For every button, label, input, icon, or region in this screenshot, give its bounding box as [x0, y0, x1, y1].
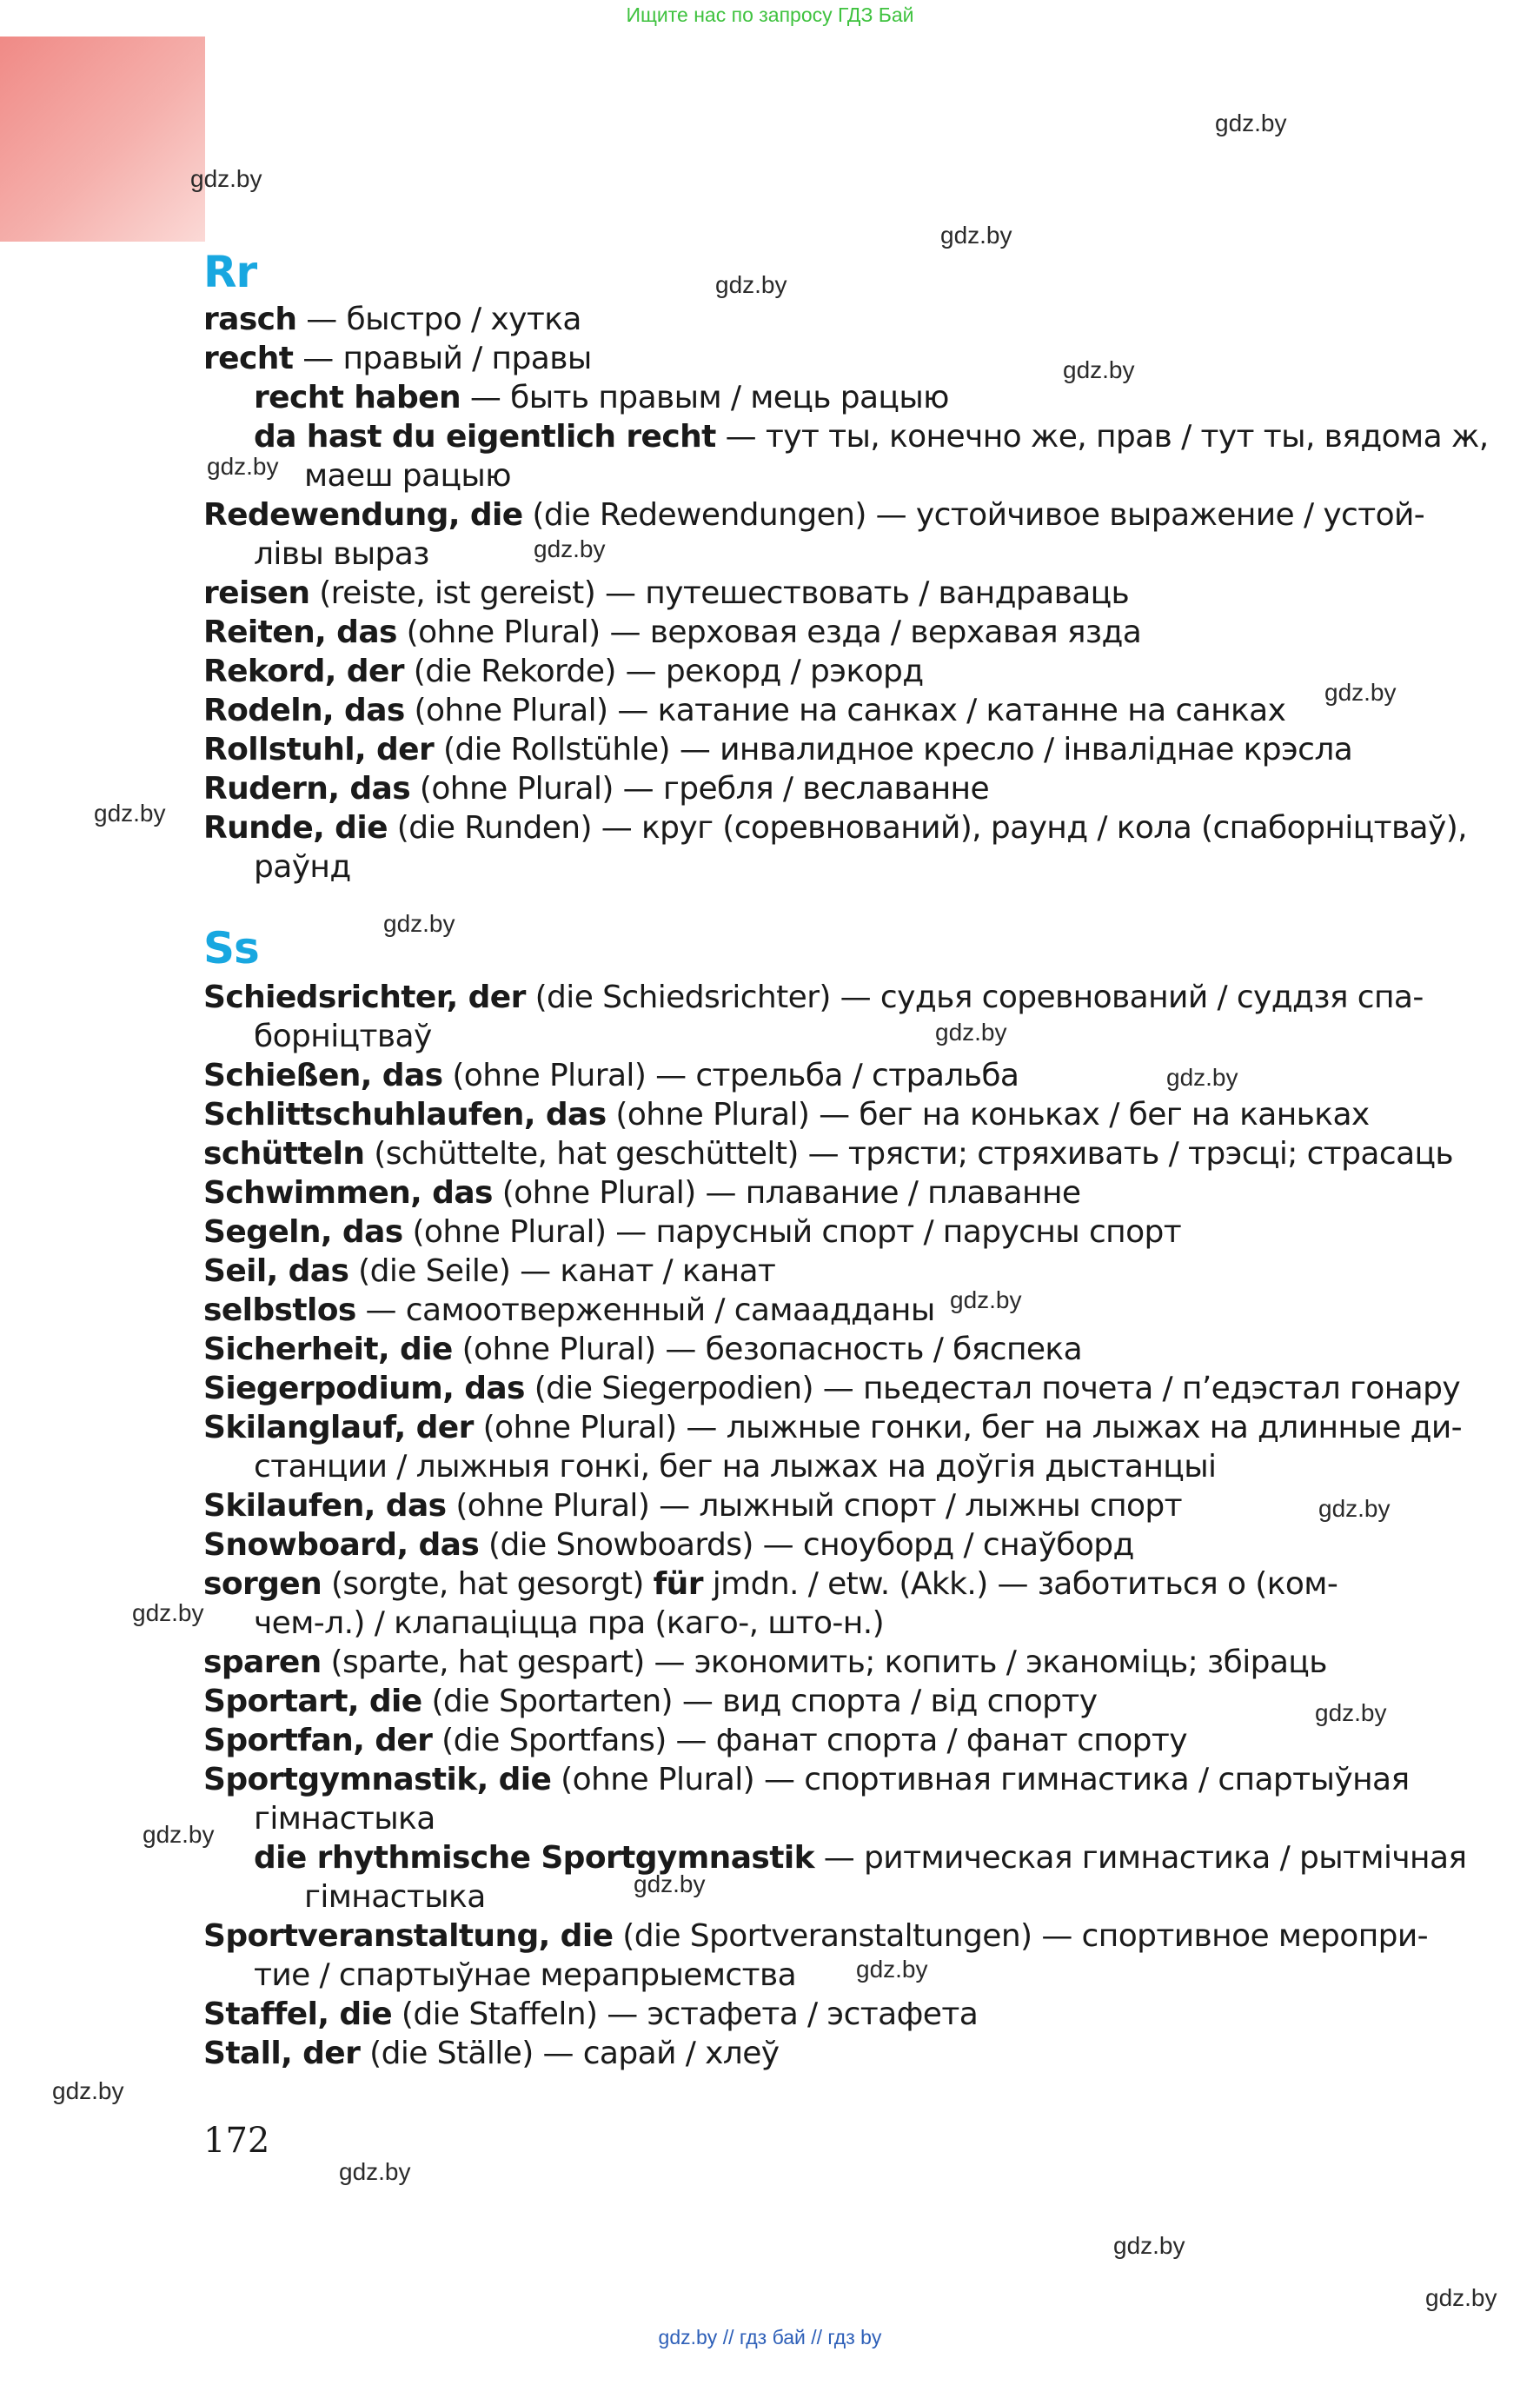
watermark: gdz.by	[1315, 1699, 1387, 1726]
entry-article: , das	[328, 771, 411, 807]
dict-entry	[203, 1252, 1392, 1291]
entry-headword: Siegerpodium	[203, 1371, 443, 1406]
entry-headword: Rollstuhl	[203, 732, 355, 767]
entry-headword: Segeln	[203, 1214, 321, 1250]
watermark: gdz.by	[190, 165, 262, 192]
entry-article: , das	[442, 1371, 525, 1406]
entry-headword: Redewendung	[203, 497, 448, 533]
entry-translation: (die Rekorde) — рекорд / рэкорд	[403, 654, 924, 689]
dict-entry	[203, 1721, 1392, 1760]
dict-subentry	[254, 378, 1443, 417]
entry-translation: (ohne Plural) — лыжные гонки, бег на лыжах на длинные ди-	[473, 1410, 1463, 1445]
page-number: 172	[203, 2121, 270, 2161]
entry-headword: Sportfan	[203, 1723, 354, 1758]
entry-translation: (ohne Plural) — спортивная гимнастика / спартыўная	[551, 1762, 1410, 1797]
entry-translation: (die Siegerpodien) — пьедестал почета / п’едэстал гонару	[524, 1371, 1461, 1406]
entry-translation-2: jmdn. / etw. (Akk.) — заботиться о (ком-	[702, 1566, 1338, 1602]
entry-headword: Stall	[203, 2036, 282, 2071]
entry-headword: Schießen	[203, 1058, 361, 1093]
watermark: gdz.by	[383, 910, 455, 937]
entry-article: , die	[313, 810, 388, 846]
entry-translation: (sorgte, hat gesorgt)	[322, 1566, 654, 1602]
entry-translation: (die Rollstühle) — инвалидное кресло / інваліднае крэсла	[434, 732, 1353, 767]
top-banner: Ищите нас по запросу ГДЗ Бай	[626, 3, 914, 26]
watermark: gdz.by	[143, 1821, 215, 1848]
entry-preposition: für	[653, 1566, 703, 1602]
dict-entry	[203, 1330, 1392, 1369]
entry-headword: Rodeln	[203, 693, 323, 728]
entry-translation: — ритмическая гимнастика / рытмічная	[813, 1840, 1467, 1876]
entry-headword: Sicherheit	[203, 1332, 379, 1367]
watermark: gdz.by	[940, 222, 1012, 249]
entry-headword: recht haben	[254, 380, 461, 415]
entry-translation: — правый / правы	[293, 341, 592, 376]
dict-entry	[203, 1095, 1392, 1134]
dict-entry	[203, 1917, 1429, 1956]
entry-article: , das	[410, 1175, 493, 1211]
entry-headword: Rudern	[203, 771, 329, 807]
entry-translation: (ohne Plural) — катание на санках / катанне на санках	[404, 693, 1286, 728]
dict-entry	[203, 1056, 1392, 1095]
dict-entry	[203, 769, 1392, 808]
entry-translation: (sparte, hat gespart) — экономить; копить / эканоміць; збіраць	[321, 1644, 1327, 1680]
dict-entry	[203, 300, 1392, 339]
corner-color-block	[0, 37, 205, 242]
watermark: gdz.by	[856, 1956, 928, 1983]
watermark: gdz.by	[1324, 679, 1397, 706]
entry-headword: rasch	[203, 302, 297, 337]
entry-article: , das	[266, 1253, 349, 1289]
entry-article: , die	[378, 1332, 453, 1367]
dict-entry	[203, 691, 1392, 730]
entry-continuation: борніцтваў	[254, 1019, 432, 1054]
watermark: gdz.by	[207, 453, 279, 480]
entry-translation: (reiste, ist gereist) — путешествовать / вандраваць	[309, 575, 1130, 611]
dict-entry	[203, 495, 1425, 535]
watermark: gdz.by	[1113, 2232, 1185, 2259]
entry-translation: (die Schiedsrichter) — судья соревнований / суддзя спа-	[525, 980, 1424, 1015]
entry-article: , die	[347, 1684, 422, 1719]
dict-entry	[203, 1291, 1392, 1330]
dict-entry	[203, 730, 1392, 769]
entry-article: , der	[394, 1410, 474, 1445]
dict-entry	[203, 1486, 1392, 1525]
entry-translation: (ohne Plural) — безопасность / бяспека	[452, 1332, 1083, 1367]
entry-headword: Rekord	[203, 654, 325, 689]
watermark: gdz.by	[1318, 1495, 1391, 1522]
entry-continuation: гімнастыка	[304, 1879, 486, 1915]
watermark: gdz.by	[715, 271, 787, 298]
dict-entry	[203, 574, 1392, 613]
entry-headword: Skilanglauf	[203, 1410, 395, 1445]
entry-headword: Skilaufen	[203, 1488, 364, 1524]
entry-headword: Schlittschuhlaufen	[203, 1097, 524, 1133]
watermark: gdz.by	[935, 1019, 1007, 1046]
entry-headword: Sportgymnastik	[203, 1762, 477, 1797]
dict-entry	[203, 2034, 1392, 2073]
entry-article: , das	[360, 1058, 443, 1093]
watermark: gdz.by	[339, 2158, 411, 2185]
entry-translation: (die Redewendungen) — устойчивое выражение / устой-	[522, 497, 1425, 533]
entry-translation: (ohne Plural) — верховая езда / верхавая язда	[396, 615, 1142, 650]
dict-entry	[203, 1525, 1392, 1565]
entry-translation: (die Seile) — канат / канат	[348, 1253, 776, 1289]
entry-translation: (ohne Plural) — бег на коньках / бег на каньках	[606, 1097, 1370, 1133]
entry-continuation: станции / лыжныя гонкі, бег на лыжах на доўгія дыстанцыі	[254, 1449, 1217, 1485]
entry-translation: (die Staffeln) — эстафета / эстафета	[392, 1996, 979, 2032]
entry-headword: Snowboard	[203, 1527, 397, 1563]
watermark: gdz.by	[1063, 356, 1135, 383]
watermark: gdz.by	[1215, 110, 1287, 136]
watermark: gdz.by	[950, 1286, 1022, 1313]
entry-article: , das	[523, 1097, 607, 1133]
entry-article: , das	[315, 615, 397, 650]
entry-article: , das	[363, 1488, 447, 1524]
dict-subentry	[254, 1838, 1467, 1877]
entry-article: , der	[281, 2036, 361, 2071]
entry-article: , die	[448, 497, 523, 533]
dict-entry	[203, 1760, 1410, 1799]
entry-translation: (ohne Plural) — лыжный спорт / лыжны спорт	[446, 1488, 1183, 1524]
entry-translation: (die Snowboards) — сноуборд / снаўборд	[479, 1527, 1134, 1563]
entry-article: , das	[320, 1214, 403, 1250]
dict-entry	[203, 808, 1468, 847]
entry-article: , der	[354, 732, 435, 767]
entry-translation: (die Sportarten) — вид спорта / від спорту	[422, 1684, 1098, 1719]
dict-entry	[203, 1369, 1461, 1408]
dict-entry	[203, 613, 1392, 652]
entry-article: , der	[324, 654, 404, 689]
entry-article: , die	[317, 1996, 393, 2032]
entry-headword: schütteln	[203, 1136, 365, 1172]
watermark: gdz.by	[634, 1870, 706, 1897]
entry-translation: (ohne Plural) — парусный спорт / парусны спорт	[402, 1214, 1182, 1250]
entry-article: , das	[322, 693, 405, 728]
dict-entry	[203, 1134, 1454, 1173]
entry-translation: — самоотверженный / самаадданы	[355, 1292, 935, 1328]
entry-headword: da hast du eigentlich recht	[254, 419, 716, 455]
watermark: gdz.by	[534, 535, 606, 562]
entry-article: , die	[538, 1918, 614, 1954]
entry-translation: — тут ты, конечно же, прав / тут ты, вядома ж,	[715, 419, 1489, 455]
entry-translation: — быстро / хутка	[296, 302, 581, 337]
entry-headword: sparen	[203, 1644, 322, 1680]
watermark: gdz.by	[1425, 2284, 1497, 2311]
entry-headword: sorgen	[203, 1566, 322, 1602]
entry-headword: Staffel	[203, 1996, 318, 2032]
entry-translation: (ohne Plural) — стрельба / стральба	[442, 1058, 1019, 1093]
dict-entry	[203, 1565, 1392, 1604]
entry-continuation: лівы выраз	[254, 536, 429, 572]
dict-entry	[203, 1995, 1392, 2034]
entry-translation: (die Runden) — круг (соревнований), раунд / кола (спаборніцтваў),	[387, 810, 1468, 846]
dict-entry	[203, 652, 1392, 691]
entry-headword: Sportveranstaltung	[203, 1918, 539, 1954]
watermark: gdz.by	[1166, 1064, 1238, 1091]
entry-translation: — быть правым / мець рацыю	[461, 380, 949, 415]
entry-headword: Runde	[203, 810, 314, 846]
dict-entry	[203, 1212, 1392, 1252]
entry-article: , der	[353, 1723, 433, 1758]
entry-headword: recht	[203, 341, 294, 376]
dict-entry	[203, 1173, 1392, 1212]
entry-continuation: чем-л.) / клапаціцца пра (каго-, што-н.)	[254, 1605, 885, 1641]
entry-translation: (die Ställe) — сарай / хлеў	[360, 2036, 780, 2071]
entry-article: , die	[476, 1762, 552, 1797]
section-letter-r: Rr	[203, 247, 257, 297]
entry-headword: die rhythmische Sportgymnastik	[254, 1840, 814, 1876]
entry-translation: (die Sportveranstaltungen) — спортивное меропри-	[613, 1918, 1429, 1954]
dict-entry	[203, 978, 1424, 1017]
watermark: gdz.by	[52, 2077, 124, 2104]
entry-article: , das	[396, 1527, 480, 1563]
entry-headword: selbstlos	[203, 1292, 356, 1328]
entry-article: , der	[446, 980, 526, 1015]
entry-translation: (ohne Plural) — плавание / плаванне	[492, 1175, 1081, 1211]
entry-continuation: маеш рацыю	[304, 458, 511, 494]
entry-translation: (ohne Plural) — гребля / веславанне	[410, 771, 990, 807]
dict-entry	[203, 339, 1392, 378]
entry-headword: Reiten	[203, 615, 315, 650]
dict-entry	[203, 1643, 1392, 1682]
entry-continuation: раўнд	[254, 849, 351, 885]
dict-entry	[203, 1408, 1463, 1447]
entry-headword: Schiedsrichter	[203, 980, 447, 1015]
dict-entry	[203, 1682, 1392, 1721]
watermark: gdz.by	[94, 800, 166, 827]
entry-headword: Schwimmen	[203, 1175, 411, 1211]
dict-subentry	[254, 417, 1489, 456]
entry-continuation: тие / спартыўнае мерапрыемства	[254, 1957, 797, 1993]
section-letter-s: Ss	[203, 923, 259, 973]
entry-headword: Seil	[203, 1253, 267, 1289]
entry-translation: (die Sportfans) — фанат спорта / фанат спорту	[432, 1723, 1187, 1758]
entry-headword: reisen	[203, 575, 310, 611]
entry-headword: Sportart	[203, 1684, 348, 1719]
entry-continuation: гімнастыка	[254, 1801, 435, 1837]
watermark: gdz.by	[132, 1599, 204, 1626]
entry-translation: (schüttelte, hat geschüttelt) — трясти; стряхивать / трэсці; страсаць	[364, 1136, 1454, 1172]
footer-links[interactable]: gdz.by // гдз бай // гдз by	[658, 2326, 882, 2348]
